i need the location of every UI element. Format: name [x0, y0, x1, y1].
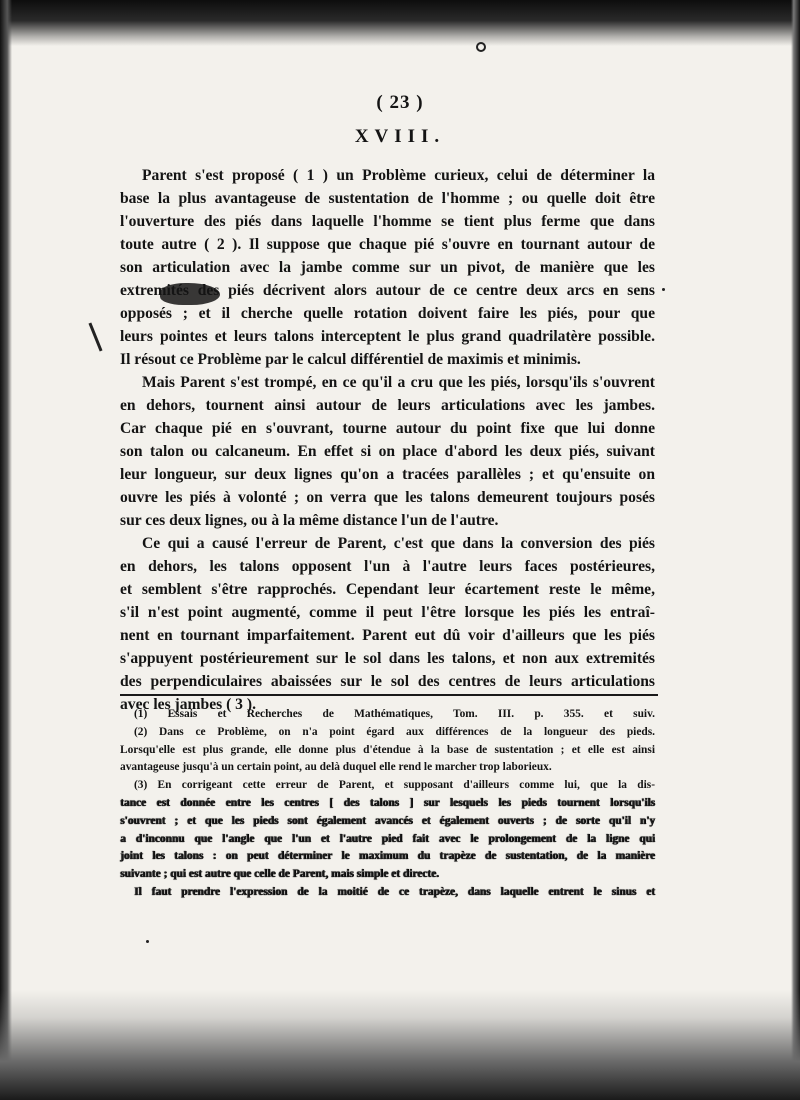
footnote-line: (2) Dans ce Problème, on n'a point égard aux différences de la longueur des pieds.	[134, 725, 655, 738]
text-line: ouvre les piés à volonté ; on verra que les talons demeurent toujours posés	[120, 489, 655, 506]
text-line: s'il n'est point augmenté, comme il peut l'être lorsque les piés les entraî-	[120, 604, 655, 621]
text-line: Parent s'est proposé ( 1 ) un Problème curieux, celui de déterminer la	[142, 167, 655, 184]
text-line: leur longueur, sur deux lignes qu'on a tracées parallèles ; et qu'ensuite on	[120, 466, 655, 483]
page-number: ( 23 )	[376, 92, 424, 113]
text-line: son articulation avec la jambe comme sur un pivot, de manière que les	[120, 259, 655, 276]
ring-mark	[476, 42, 486, 52]
text-line: et semblent s'être rapprochés. Cependant leur écartement reste le même,	[120, 581, 655, 598]
text-line: s'appuyent postérieurement sur le sol dans les talons, et non aux extremités	[120, 650, 655, 667]
text-line: Mais Parent s'est trompé, en ce qu'il a cru que les piés, lorsqu'ils s'ouvrent	[142, 374, 655, 391]
footnote-line: Il faut prendre l'expression de la moitié de ce trapèze, dans laquelle entrent le sinus et	[134, 885, 655, 898]
scan-border-bottom	[0, 990, 800, 1100]
text-line: en dehors, les talons opposent l'un à l'autre leurs faces postérieures,	[120, 558, 655, 575]
footnote-line: s'ouvrent ; et que les pieds sont également avancés et également ouverts ; de sorte qu'il n'y	[120, 814, 655, 827]
footnote-line: (3) En corrigeant cette erreur de Parent, et supposant d'ailleurs comme lui, que la dis-	[134, 779, 655, 792]
footnote-line: joint les talons : on peut déterminer le maximum du trapèze de sustentation, de la manière	[120, 850, 655, 863]
footnote-line: suivante ; qui est autre que celle de Parent, mais simple et directe.	[120, 868, 439, 881]
text-line: en dehors, tournent ainsi autour de leurs articulations avec les jambes.	[120, 397, 655, 414]
body-text	[120, 164, 655, 716]
text-line: extremités des piés décrivent alors autour de ce centre deux arcs en sens	[120, 282, 655, 299]
text-line: des perpendiculaires abaissées sur le sol des centres de leurs articulations	[120, 673, 655, 690]
footnote-line: Lorsqu'elle est plus grande, elle donne plus d'étendue à la base de sustentation ; et elle est ainsi	[120, 743, 655, 756]
footnote-rule	[120, 694, 658, 696]
stray-mark	[146, 940, 149, 943]
footnotes	[120, 706, 655, 902]
text-line: son talon ou calcaneum. En effet si on place d'abord les deux piés, suivant	[120, 443, 655, 460]
margin-pen-stroke	[88, 323, 102, 352]
text-line: Il résout ce Problème par le calcul différentiel de maximis et minimis.	[120, 351, 581, 368]
footnote-line: tance est donnée entre les centres [ des talons ] sur lesquels les pieds tournent lorsqu'ils	[120, 796, 655, 809]
text-line: Car chaque pié en s'ouvrant, tourne autour du point fixe que lui donne	[120, 420, 655, 437]
footnote-line: (1) Essais et Recherches de Mathématiques, Tom. III. p. 355. et suiv.	[134, 708, 655, 720]
text-line: l'ouverture des piés dans laquelle l'homme se tient plus ferme que dans	[120, 213, 655, 230]
text-line: Ce qui a causé l'erreur de Parent, c'est que dans la conversion des piés	[142, 535, 655, 552]
text-line: nent en tournant imparfaitement. Parent eut dû voir d'ailleurs que les piés	[120, 627, 655, 644]
footnote-line: a d'inconnu que l'angle que l'un et l'autre pied fait avec le prolongement de la ligne qui	[120, 832, 655, 845]
text-line: sur ces deux lignes, ou à la même distance l'un de l'autre.	[120, 512, 499, 529]
scan-border-left	[0, 0, 12, 1100]
text-line: toute autre ( 2 ). Il suppose que chaque pié s'ouvre en tournant autour de	[120, 236, 655, 253]
scan-border-top	[0, 0, 800, 46]
stray-mark	[662, 288, 665, 291]
text-line: opposés ; et il cherche quelle rotation doivent faire les piés, pour que	[120, 305, 655, 322]
text-line: leurs pointes et leurs talons interceptent le plus grand quadrilatère possible.	[120, 328, 655, 345]
footnote-line: avantageuse jusqu'à un certain point, au delà duquel elle rend le marcher trop laborieux.	[120, 761, 552, 774]
scan-border-right	[791, 0, 800, 1100]
text-line: avec les jambes ( 3 ).	[120, 696, 256, 713]
text-line: base la plus avantageuse de sustentation de l'homme ; ou quelle doit être	[120, 190, 655, 207]
section-title: XVIII.	[354, 126, 446, 147]
